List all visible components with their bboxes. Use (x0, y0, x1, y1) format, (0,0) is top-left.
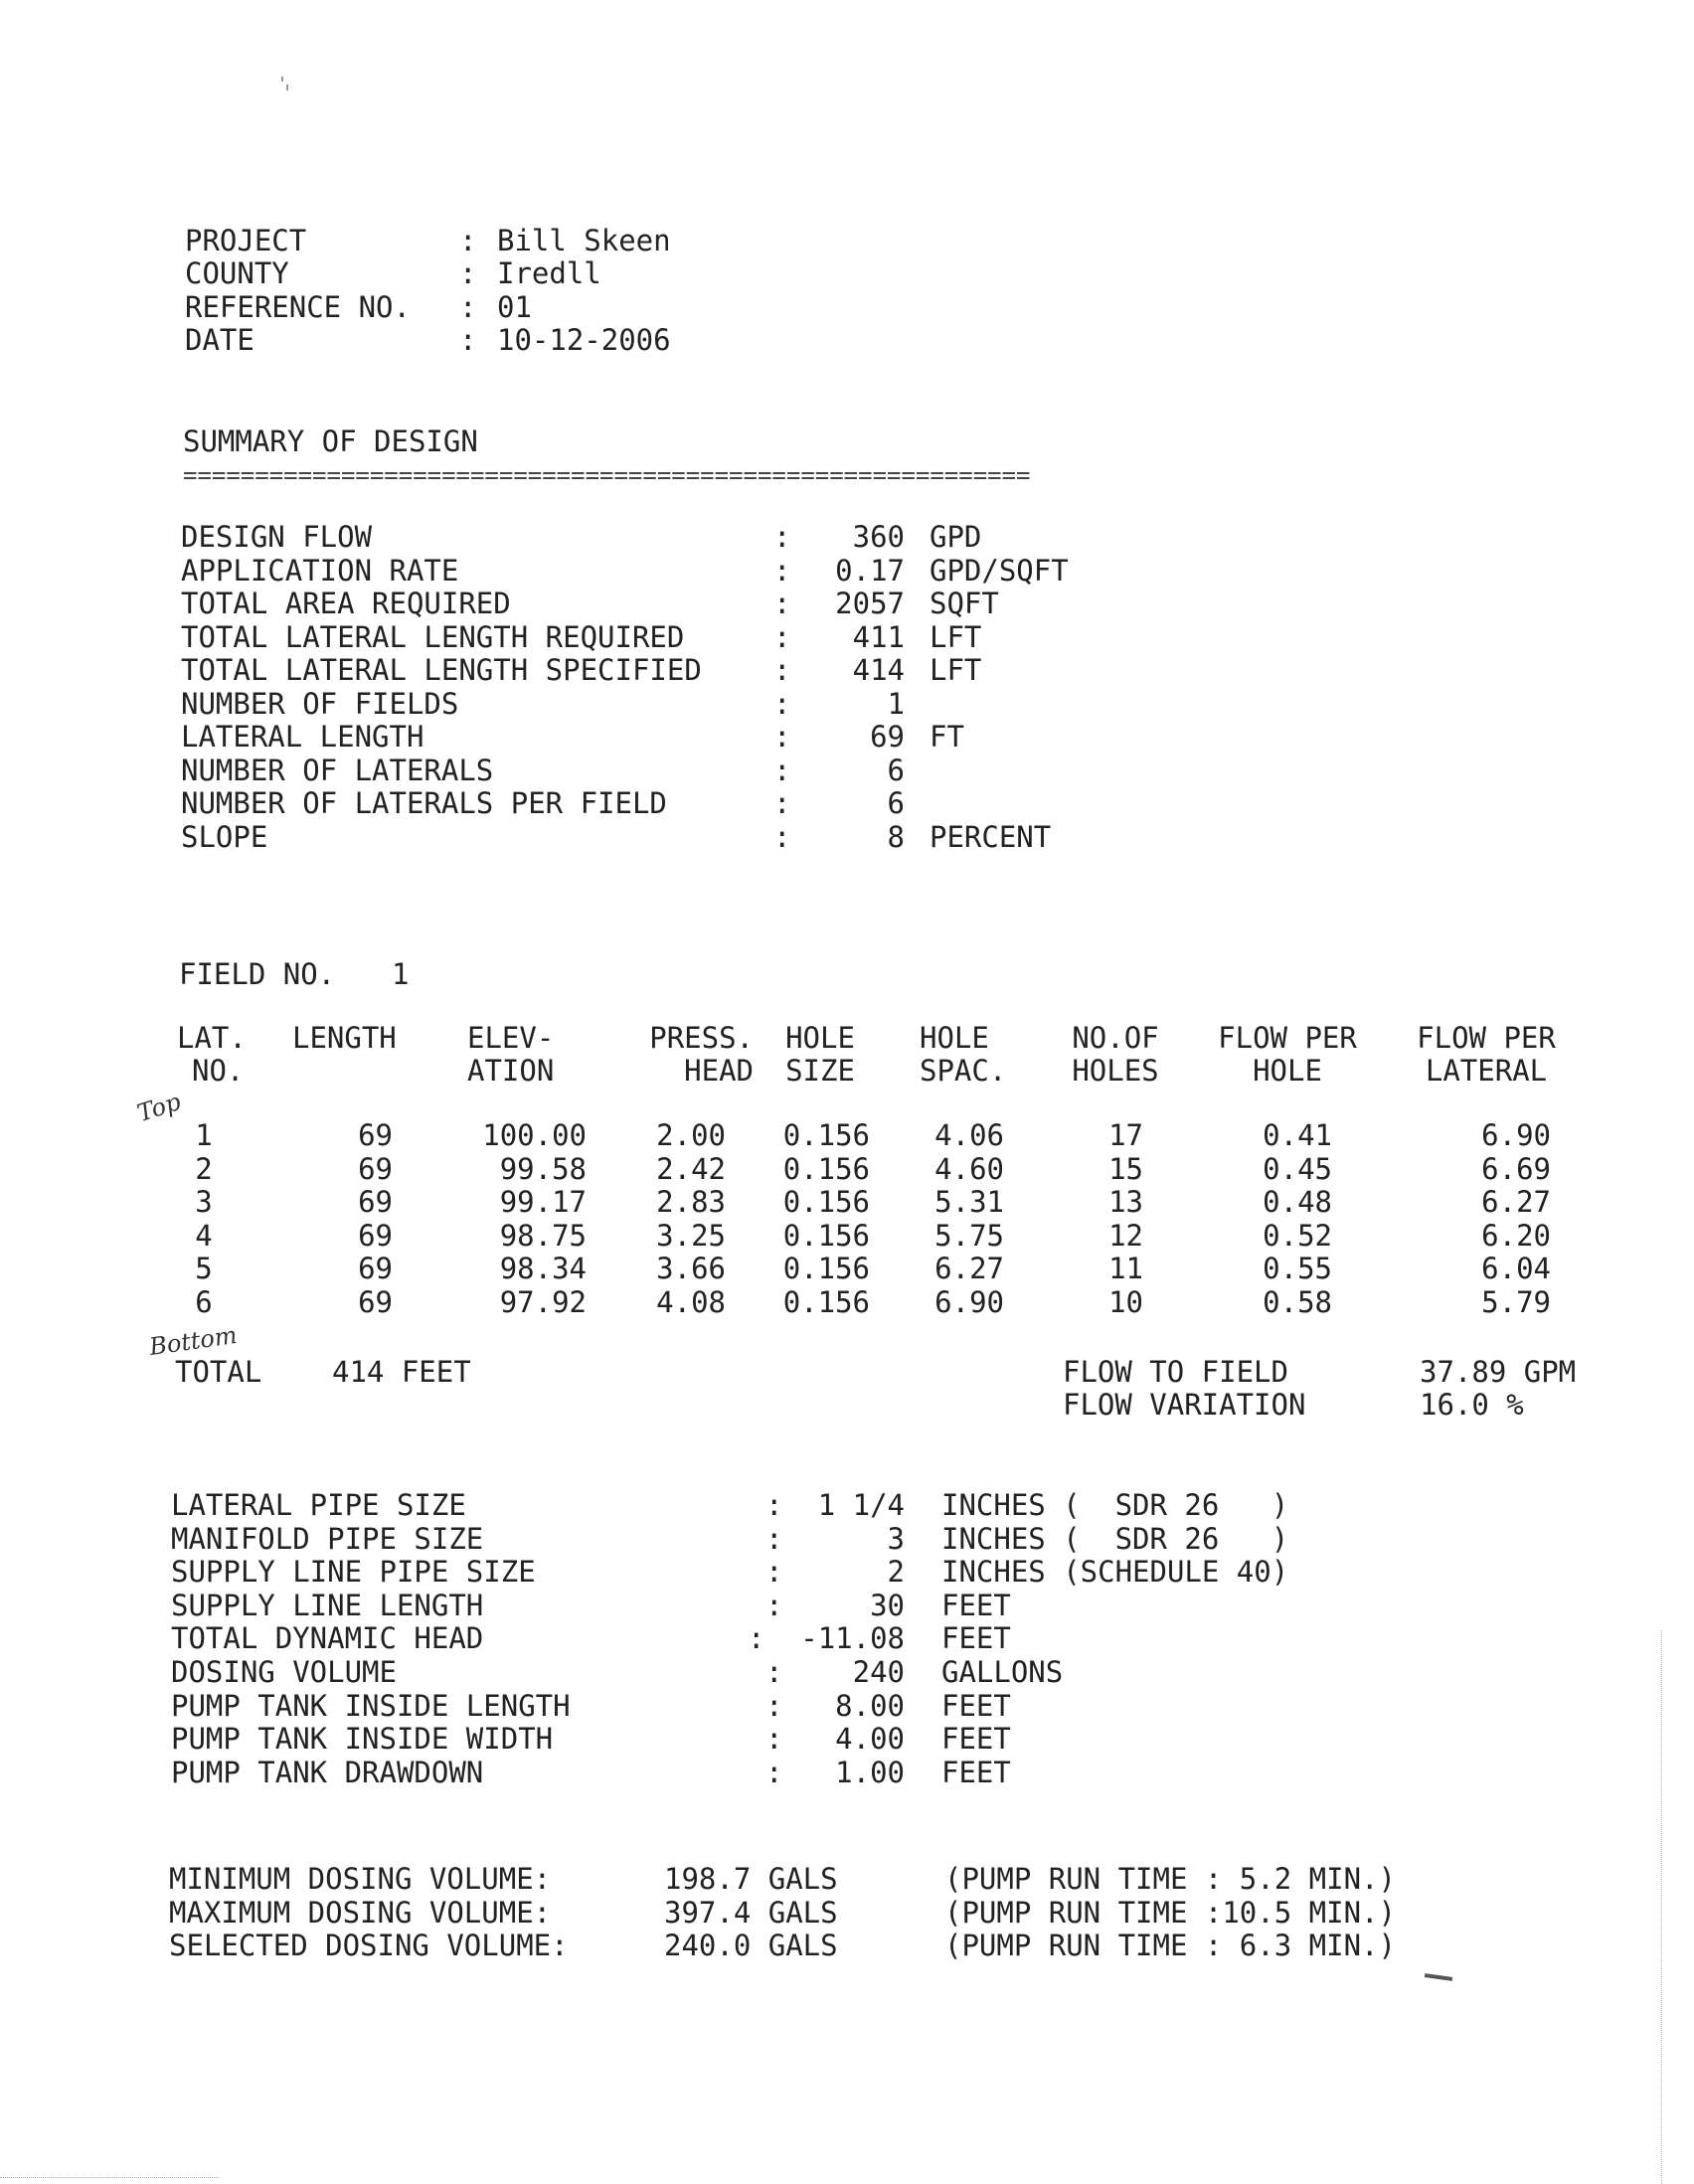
table-cell: 6 (195, 1284, 213, 1319)
summary-title: SUMMARY OF DESIGN (183, 424, 478, 458)
pipe-label: LATERAL PIPE SIZE (171, 1488, 466, 1522)
colon: : (765, 1521, 783, 1556)
pipe-unit: FEET (941, 1722, 1011, 1757)
summary-label: TOTAL LATERAL LENGTH REQUIRED (181, 619, 685, 654)
table-cell: 98.34 (499, 1252, 587, 1285)
scan-mark (1425, 1973, 1452, 1981)
column-header: NO.OF (1072, 1021, 1159, 1055)
column-header: FLOW PER (1417, 1021, 1556, 1055)
flow-variation-value: 16.0 % (1420, 1388, 1524, 1422)
pipe-unit: FEET (941, 1755, 1011, 1789)
summary-label: TOTAL LATERAL LENGTH SPECIFIED (181, 653, 702, 687)
summary-unit: LFT (930, 619, 982, 654)
column-header: SIZE (785, 1054, 855, 1088)
summary-value: 8 (887, 819, 905, 854)
table-cell: 0.156 (782, 1284, 870, 1319)
summary-unit: PERCENT (930, 819, 1052, 854)
dosing-note: (PUMP RUN TIME : 6.3 MIN.) (944, 1929, 1396, 1962)
colon: : (773, 520, 791, 554)
summary-value: 2057 (835, 587, 905, 620)
column-header: HOLE (1253, 1054, 1322, 1088)
handwritten-top-note: Top (133, 1087, 185, 1128)
table-cell: 0.156 (782, 1151, 870, 1186)
table-cell: 2 (195, 1151, 213, 1186)
table-cell: 4.60 (934, 1151, 1004, 1186)
colon: : (459, 290, 477, 324)
column-header: HOLE (785, 1021, 855, 1055)
summary-value: 360 (852, 520, 905, 554)
table-cell: 0.45 (1263, 1151, 1332, 1186)
summary-unit: LFT (930, 653, 982, 687)
pipe-value: 3 (887, 1521, 905, 1556)
table-cell: 69 (358, 1284, 393, 1319)
summary-value: 6 (887, 753, 905, 787)
pipe-label: SUPPLY LINE LENGTH (171, 1588, 484, 1622)
table-cell: 3.66 (656, 1252, 726, 1285)
table-cell: 0.55 (1263, 1252, 1332, 1285)
handwritten-bottom-note: Bottom (147, 1320, 240, 1362)
total-value: 414 FEET (332, 1355, 471, 1389)
table-cell: 5.79 (1481, 1284, 1551, 1319)
table-cell: 69 (358, 1252, 393, 1285)
pipe-label: DOSING VOLUME (171, 1655, 397, 1689)
table-cell: 0.156 (782, 1218, 870, 1253)
flow-to-field-value: 37.89 GPM (1420, 1355, 1577, 1389)
summary-value: 411 (852, 619, 905, 654)
table-cell: 2.42 (656, 1151, 726, 1186)
table-cell: 98.75 (499, 1218, 587, 1253)
scan-speck (281, 77, 283, 82)
pipe-value: -11.08 (800, 1621, 905, 1656)
table-cell: 99.17 (499, 1185, 587, 1219)
colon: : (773, 653, 791, 687)
pipe-value: 2 (887, 1555, 905, 1590)
date-value: 10-12-2006 (497, 323, 671, 357)
column-header: HOLE (920, 1021, 989, 1055)
pipe-unit: FEET (941, 1688, 1011, 1723)
summary-label: APPLICATION RATE (181, 553, 459, 588)
summary-unit: SQFT (930, 587, 999, 620)
summary-separator: =========================================================== (183, 461, 1031, 489)
dosing-label: MAXIMUM DOSING VOLUME: (169, 1895, 552, 1930)
column-header: PRESS. (649, 1021, 754, 1055)
table-cell: 97.92 (499, 1284, 587, 1319)
date-label: DATE (185, 323, 254, 357)
table-cell: 0.156 (782, 1252, 870, 1285)
summary-value: 1 (887, 686, 905, 721)
reference-value: 01 (497, 290, 532, 324)
pipe-label: MANIFOLD PIPE SIZE (171, 1521, 484, 1556)
summary-value: 6 (887, 786, 905, 820)
flow-variation-label: FLOW VARIATION (1063, 1388, 1306, 1422)
summary-label: DESIGN FLOW (181, 520, 373, 554)
table-cell: 69 (358, 1185, 393, 1219)
pipe-value: 1 1/4 (817, 1488, 905, 1522)
summary-unit: GPD/SQFT (930, 553, 1069, 588)
field-title: FIELD NO. (179, 957, 336, 991)
table-cell: 0.156 (782, 1118, 870, 1152)
pipe-label: PUMP TANK INSIDE LENGTH (171, 1688, 571, 1723)
column-header: HOLES (1072, 1054, 1159, 1088)
summary-value: 69 (870, 720, 905, 754)
table-cell: 4.08 (656, 1284, 726, 1319)
colon: : (459, 256, 477, 290)
column-header: LENGTH (292, 1021, 397, 1055)
column-header: HEAD (684, 1054, 754, 1088)
pipe-label: SUPPLY LINE PIPE SIZE (171, 1555, 536, 1590)
pipe-label: PUMP TANK INSIDE WIDTH (171, 1722, 554, 1757)
table-cell: 3 (195, 1185, 213, 1219)
dosing-value: 240.0 GALS (664, 1929, 838, 1962)
colon: : (773, 786, 791, 820)
summary-unit: GPD (930, 520, 982, 554)
dosing-value: 198.7 GALS (664, 1862, 838, 1896)
colon: : (459, 323, 477, 357)
table-cell: 10 (1108, 1284, 1143, 1319)
colon: : (773, 720, 791, 754)
table-cell: 6.90 (934, 1284, 1004, 1319)
pipe-unit: FEET (941, 1621, 1011, 1656)
colon: : (773, 587, 791, 620)
colon: : (459, 224, 477, 257)
reference-label: REFERENCE NO. (185, 290, 411, 324)
table-cell: 5.75 (934, 1218, 1004, 1253)
summary-label: TOTAL AREA REQUIRED (181, 587, 511, 620)
pipe-unit: INCHES ( SDR 26 ) (941, 1521, 1289, 1556)
project-value: Bill Skeen (497, 224, 671, 257)
table-cell: 15 (1108, 1151, 1143, 1186)
table-cell: 5.31 (934, 1185, 1004, 1219)
summary-label: NUMBER OF FIELDS (181, 686, 459, 721)
table-cell: 100.00 (482, 1118, 587, 1152)
column-header: NO. (192, 1054, 245, 1088)
table-cell: 69 (358, 1151, 393, 1186)
colon: : (773, 686, 791, 721)
dosing-note: (PUMP RUN TIME :10.5 MIN.) (944, 1895, 1396, 1930)
table-cell: 5 (195, 1252, 213, 1285)
pipe-unit: FEET (941, 1588, 1011, 1622)
summary-label: NUMBER OF LATERALS (181, 753, 494, 787)
pipe-value: 30 (870, 1588, 905, 1622)
table-cell: 69 (358, 1118, 393, 1152)
table-cell: 4 (195, 1218, 213, 1253)
column-header: SPAC. (920, 1054, 1007, 1088)
colon: : (765, 1555, 783, 1590)
table-cell: 4.06 (934, 1118, 1004, 1152)
column-header: LAT. (177, 1021, 247, 1055)
pipe-value: 240 (852, 1655, 905, 1689)
table-cell: 0.52 (1263, 1218, 1332, 1253)
total-label: TOTAL (175, 1355, 262, 1389)
column-header: ATION (467, 1054, 555, 1088)
colon: : (765, 1655, 783, 1689)
table-cell: 6.27 (934, 1252, 1004, 1285)
dosing-value: 397.4 GALS (664, 1895, 838, 1930)
pipe-unit: INCHES (SCHEDULE 40) (941, 1555, 1289, 1590)
summary-label: NUMBER OF LATERALS PER FIELD (181, 786, 667, 820)
pipe-value: 1.00 (835, 1755, 905, 1789)
table-cell: 6.27 (1481, 1185, 1551, 1219)
scan-edge-line (0, 2177, 219, 2178)
table-cell: 99.58 (499, 1151, 587, 1186)
table-cell: 2.00 (656, 1118, 726, 1152)
field-number: 1 (392, 957, 410, 991)
colon: : (765, 1488, 783, 1522)
table-cell: 6.69 (1481, 1151, 1551, 1186)
colon: : (773, 553, 791, 588)
colon: : (765, 1588, 783, 1622)
scan-speck (286, 84, 288, 90)
table-cell: 69 (358, 1218, 393, 1253)
table-cell: 1 (195, 1118, 213, 1152)
table-cell: 6.20 (1481, 1218, 1551, 1253)
summary-value: 414 (852, 653, 905, 687)
table-cell: 12 (1108, 1218, 1143, 1253)
table-cell: 0.58 (1263, 1284, 1332, 1319)
flow-to-field-label: FLOW TO FIELD (1063, 1355, 1288, 1389)
dosing-note: (PUMP RUN TIME : 5.2 MIN.) (944, 1862, 1396, 1896)
county-value: Iredll (497, 256, 601, 290)
pipe-label: TOTAL DYNAMIC HEAD (171, 1621, 484, 1656)
colon: : (765, 1722, 783, 1757)
table-cell: 0.156 (782, 1185, 870, 1219)
colon: : (765, 1688, 783, 1723)
county-label: COUNTY (185, 256, 289, 290)
table-cell: 11 (1108, 1252, 1143, 1285)
colon: : (748, 1621, 765, 1656)
colon: : (765, 1755, 783, 1789)
column-header: ELEV- (467, 1021, 555, 1055)
summary-label: LATERAL LENGTH (181, 720, 424, 754)
colon: : (773, 753, 791, 787)
summary-label: SLOPE (181, 819, 268, 854)
summary-value: 0.17 (835, 553, 905, 588)
project-label: PROJECT (185, 224, 307, 257)
pipe-unit: INCHES ( SDR 26 ) (941, 1488, 1289, 1522)
pipe-label: PUMP TANK DRAWDOWN (171, 1755, 484, 1789)
dosing-label: MINIMUM DOSING VOLUME: (169, 1862, 552, 1896)
table-cell: 3.25 (656, 1218, 726, 1253)
table-cell: 6.90 (1481, 1118, 1551, 1152)
table-cell: 13 (1108, 1185, 1143, 1219)
pipe-value: 8.00 (835, 1688, 905, 1723)
table-cell: 17 (1108, 1118, 1143, 1152)
pipe-value: 4.00 (835, 1722, 905, 1757)
colon: : (773, 819, 791, 854)
table-cell: 0.48 (1263, 1185, 1332, 1219)
scan-edge-line (1661, 1630, 1662, 2184)
colon: : (773, 619, 791, 654)
column-header: LATERAL (1425, 1054, 1548, 1088)
dosing-label: SELECTED DOSING VOLUME: (169, 1929, 569, 1962)
table-cell: 2.83 (656, 1185, 726, 1219)
table-cell: 6.04 (1481, 1252, 1551, 1285)
pipe-unit: GALLONS (941, 1655, 1064, 1689)
table-cell: 0.41 (1263, 1118, 1332, 1152)
summary-unit: FT (930, 720, 964, 754)
column-header: FLOW PER (1218, 1021, 1357, 1055)
